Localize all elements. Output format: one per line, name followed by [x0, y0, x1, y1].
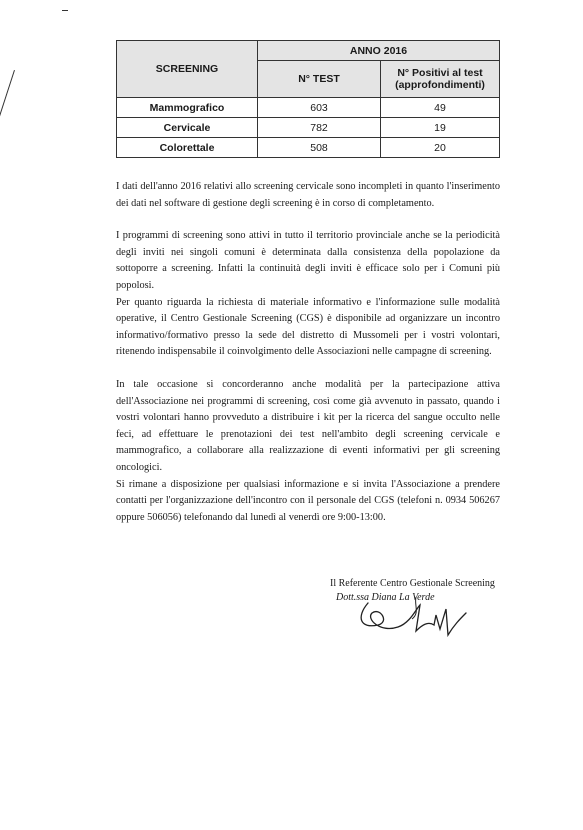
- row-test: 603: [258, 98, 381, 118]
- row-positive: 49: [381, 98, 500, 118]
- scan-mark-line: [0, 70, 15, 129]
- table-row: [117, 98, 500, 118]
- handwritten-signature: [350, 595, 480, 640]
- header-test: N° TEST: [258, 61, 381, 98]
- screening-table: [116, 40, 500, 158]
- row-positive: 20: [381, 138, 500, 158]
- row-test: 782: [258, 118, 381, 138]
- signature-title: Il Referente Centro Gestionale Screening: [330, 578, 495, 589]
- row-label: Cervicale: [117, 118, 258, 138]
- row-label: Colorettale: [117, 138, 258, 158]
- table-row: [117, 138, 500, 158]
- header-screening: SCREENING: [117, 41, 258, 98]
- paragraph-data-note: I dati dell'anno 2016 relativi allo screening cervicale sono incompleti in quanto l'inserimento dei dati nel software di gestione degli screening è in corso di completamento.: [116, 181, 500, 209]
- scan-mark-top: [62, 10, 68, 11]
- row-test: 508: [258, 138, 381, 158]
- paragraph-programs: I programmi di screening sono attivi in tutto il territorio provinciale anche se la periodicità degli inviti nei singoli comuni è determinata dalla consistenza della popolazione da sottoporre a screening. Infatti la continuità degli inviti è efficace solo per i Comuni più popolosi.: [116, 230, 500, 291]
- paragraph-material-request: Per quanto riguarda la richiesta di materiale informativo e l'informazione sulle modalità operative, il Centro Gestionale Screening (CGS) è disponibile ad organizzare un incontro informativo/formativo presso la sede del distretto di Mussomeli per i vostri volontari, ritenendo indispensabile il coinvolgimento delle Associazioni nelle campagne di screening.: [116, 296, 500, 358]
- signature-name: Dott.ssa Diana La Verde: [336, 592, 435, 603]
- header-year: ANNO 2016: [258, 41, 500, 61]
- row-label: Mammografico: [117, 98, 258, 118]
- letter-body: [116, 179, 500, 526]
- header-positive: N° Positivi al test (approfondimenti): [381, 61, 500, 98]
- row-positive: 19: [381, 118, 500, 138]
- table-row: [117, 118, 500, 138]
- paragraph-participation: In tale occasione si concorderanno anche modalità per la partecipazione attiva dell'Associazione nei programmi di screening, così come già avvenuto in passato, quando i vostri volontari hanno provveduto a distribuire i kit per la ricerca del sangue occulto nelle feci, ad effettuare le prenotazioni dei test nell'ambito degli screening cervicale e mammografico, a collaborare alla realizzazione di eventi informativi per gli screening oncologici.: [116, 378, 500, 473]
- paragraph-contacts: Si rimane a disposizione per qualsiasi informazione e si invita l'Associazione a prendere contatti per l'organizzazione dell'incontro con il personale del CGS (telefoni n. 0934 506267 oppure 506056) telefonando dal lunedì al venerdì ore 9:00-13:00.: [116, 478, 500, 523]
